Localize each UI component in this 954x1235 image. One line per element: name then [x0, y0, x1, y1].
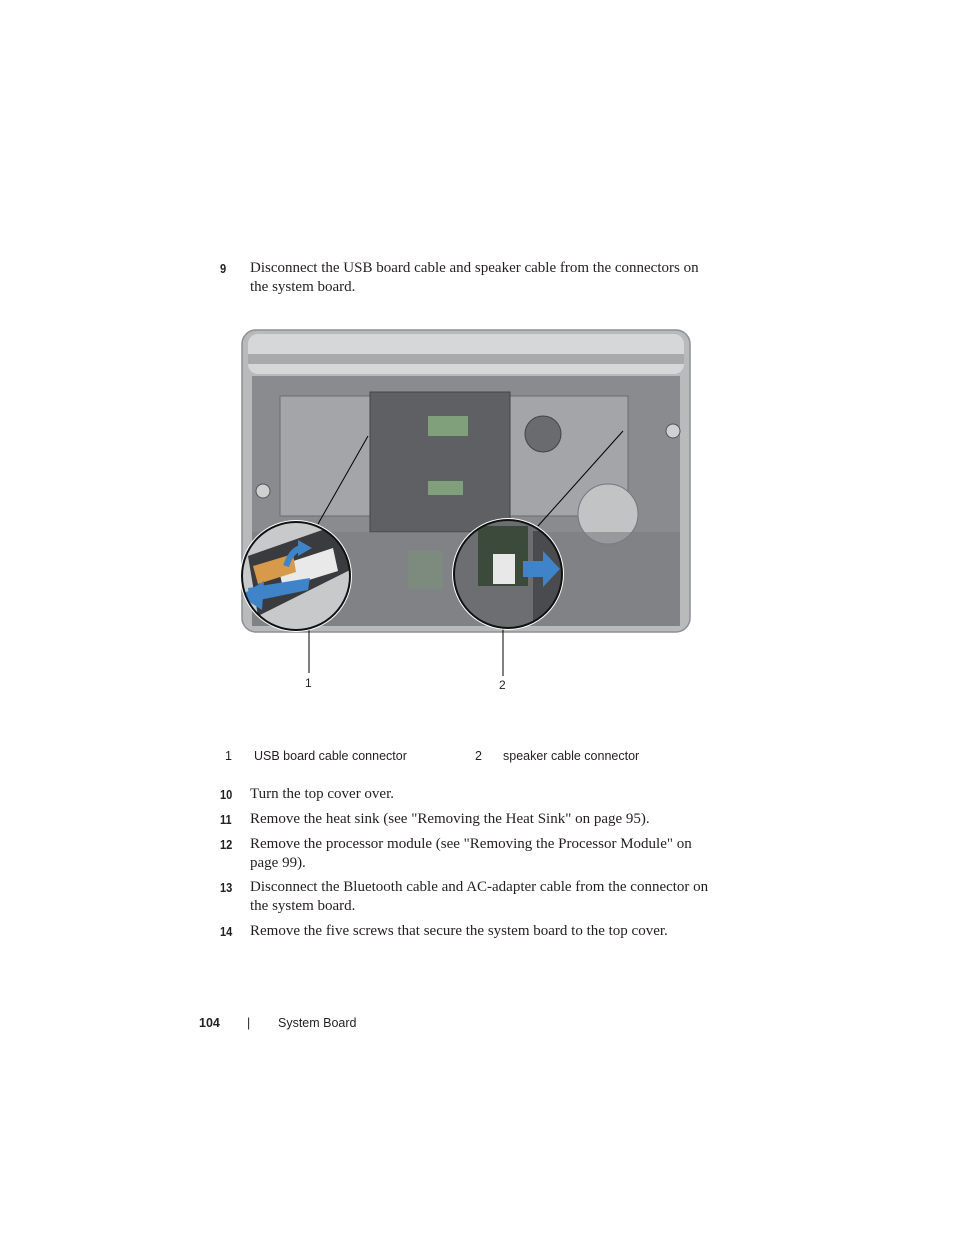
step-number: 14: [220, 924, 233, 939]
step-number: 11: [220, 812, 232, 827]
step-14: [220, 922, 720, 941]
top-cover-illustration: [238, 326, 698, 696]
legend-num-2: 2: [475, 749, 482, 763]
step-text: Disconnect the Bluetooth cable and AC-adapter cable from the connector on the system board.: [250, 879, 709, 914]
step-text: Remove the five screws that secure the system board to the top cover.: [250, 923, 668, 939]
step-number: 9: [220, 261, 227, 276]
step-text: Remove the heat sink (see "Removing the Heat Sink" on page 95).: [250, 811, 650, 827]
step-10: [220, 785, 720, 804]
step-11: [220, 810, 720, 829]
step-text: Disconnect the USB board cable and speaker cable from the connectors on the system board.: [250, 260, 699, 295]
step-13: [220, 878, 720, 916]
footer-separator: |: [247, 1016, 251, 1030]
legend-num-1: 1: [225, 749, 232, 763]
callout-2: 2: [499, 678, 506, 692]
system-board-figure: [238, 326, 698, 696]
step-text: Turn the top cover over.: [250, 786, 395, 802]
step-number: 13: [220, 880, 233, 895]
step-number: 10: [220, 787, 233, 802]
step-12: [220, 835, 720, 873]
callout-1: 1: [305, 676, 312, 690]
step-number: 12: [220, 837, 233, 852]
step-text: Remove the processor module (see "Removing the Processor Module" on page 99).: [250, 836, 692, 871]
section-title: System Board: [278, 1016, 357, 1030]
legend-label-1: USB board cable connector: [254, 749, 407, 763]
step-9: [220, 259, 720, 297]
page-number: 104: [199, 1016, 220, 1030]
legend-label-2: speaker cable connector: [503, 749, 640, 763]
